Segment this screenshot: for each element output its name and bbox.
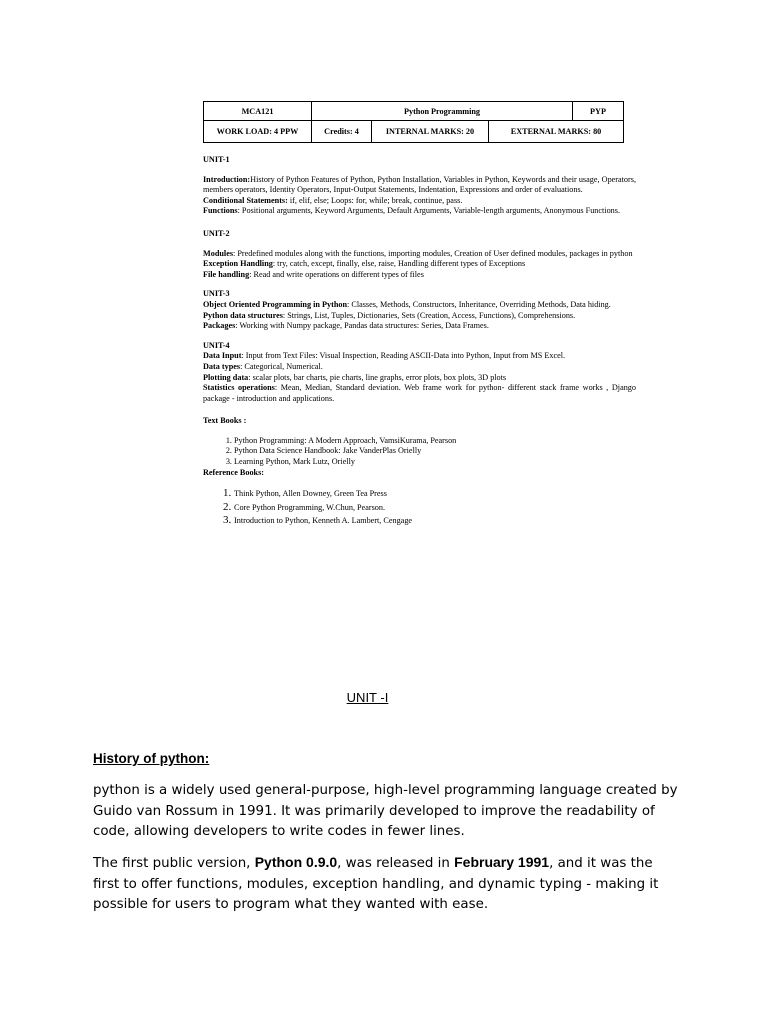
unit-topic: Data Input: Input from Text Files: Visual Inspection, Reading ASCII-Data into Python, Input from MS Excel. [203, 351, 566, 361]
list-item: 3. Introduction to Python, Kenneth A. Lambert, Cengage [234, 514, 636, 528]
list-item: 3. Learning Python, Mark Lutz, Orielly [234, 457, 636, 468]
list-item: 1. Think Python, Allen Downey, Green Tea Press [234, 487, 636, 501]
unit-2 [203, 229, 636, 280]
internal-marks: INTERNAL MARKS: 20 [372, 121, 489, 143]
unit-heading: UNIT-3 [203, 289, 230, 299]
course-code: MCA121 [204, 102, 312, 121]
list-item: 2. Python Data Science Handbook: Jake VanderPlas Orielly [234, 446, 636, 457]
unit-topic: Exception Handling: try, catch, except, finally, else, raise, Handling different types of Exceptions [203, 259, 526, 269]
history-heading: History of python: [93, 751, 210, 766]
unit-4 [203, 341, 636, 405]
unit-topic: Modules: Predefined modules along with the functions, importing modules, Creation of User defined modules, packages in python [203, 248, 633, 258]
course-title: Python Programming [312, 102, 573, 121]
reference-books-heading: Reference Books: [203, 467, 265, 477]
text-books [203, 416, 636, 467]
unit-heading: UNIT-4 [203, 340, 230, 350]
reference-books [203, 468, 636, 528]
list-item: 1. Python Programming: A Modern Approach, VamsiKurama, Pearson [234, 436, 636, 447]
unit-topic: File handling: Read and write operations on different types of files [203, 269, 424, 279]
reference-books-list [203, 487, 636, 528]
unit-1 [203, 155, 636, 217]
workload: WORK LOAD: 4 PPW [204, 121, 312, 143]
credits: Credits: 4 [312, 121, 372, 143]
history-paragraph-2: The first public version, Python 0.9.0, was released in February 1991, and it was the first to offer functions, modules, exception handling, and dynamic typing - making it possible for users to program what they wanted with ease. [93, 854, 659, 912]
unit-topic: Data types: Categorical, Numerical. [203, 361, 323, 371]
text-books-heading: Text Books : [203, 416, 247, 426]
exam-code: PYP [573, 102, 624, 121]
text-books-list [203, 436, 636, 468]
unit-heading: UNIT-2 [203, 228, 230, 238]
unit-topic: Packages: Working with Numpy package, Pandas data structures: Series, Data Frames. [203, 321, 489, 331]
unit-title: UNIT -I [346, 690, 389, 705]
unit-topic: Conditional Statements: if, elif, else; Loops: for, while; break, continue, pass. [203, 195, 463, 205]
unit-3 [203, 289, 636, 331]
syllabus-scan [203, 101, 636, 528]
unit-topic: Functions: Positional arguments, Keyword Arguments, Default Arguments, Variable-length arguments, Anonymous Functions. [203, 206, 621, 216]
unit-topic: Plotting data: scalar plots, bar charts, pie charts, line graphs, error plots, box plots, 3D plots [203, 372, 507, 382]
unit-topic: Introduction:History of Python Features of Python, Python Installation, Variables in Python, Keywords and their usage, Operators, members operators, Identity Operators, Input-Output Statements, Indentation, Expressions and order of evaluations. [203, 174, 636, 195]
unit-topic: Statistics operations: Mean, Median, Standard deviation. Web frame work for python- different stack frame works , Django package - introduction and applications. [203, 383, 636, 403]
list-item: 2. Core Python Programming, W.Chun, Pearson. [234, 501, 636, 515]
unit-heading: UNIT-1 [203, 155, 230, 164]
unit-topic: Python data structures: Strings, List, Tuples, Dictionaries, Sets (Creation, Access, Functions), Comprehensions. [203, 310, 576, 320]
external-marks: EXTERNAL MARKS: 80 [489, 121, 624, 143]
course-header-table [203, 101, 624, 143]
unit-topic: Object Oriented Programming in Python: Classes, Methods, Constructors, Inheritance, Overriding Methods, Data hiding. [203, 299, 611, 309]
history-paragraph-1: python is a widely used general-purpose, high-level programming language created by Guido van Rossum in 1991. It was primarily developed to improve the readability of code, allowing developers to write codes in fewer lines. [93, 783, 678, 839]
